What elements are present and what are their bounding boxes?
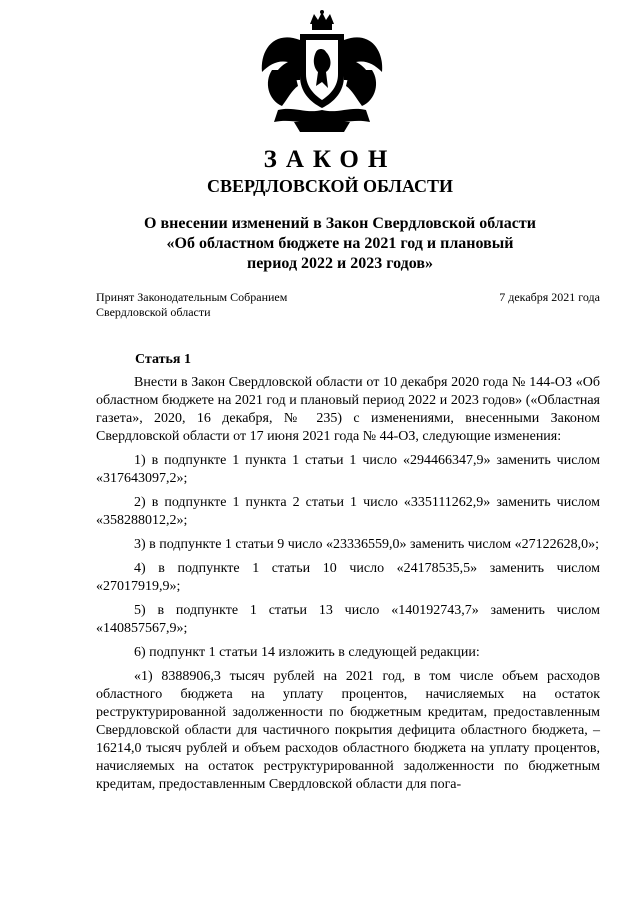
- law-heading-line: «Об областном бюджете на 2021 год и плановый: [166, 235, 514, 252]
- law-heading-line: период 2022 и 2023 годов»: [246, 255, 434, 272]
- law-heading-line: О внесении изменений в Закон Свердловской области: [144, 215, 536, 232]
- article-paragraph: «1) 8388906,3 тысяч рублей на 2021 год, в том числе объем расходов областного бюджета на уплату процентов, начисляемых на остаток реструктурированной задолженности по бюджетным кредитам, предоставленным Свердловской области для частичного покрытия дефицита областного бюджета, – 16214,0 тысяч рублей и объем расходов областного бюджета на уплату процентов, начисляемых на остаток реструктурированной задолженности по бюджетным кредитам, предоставленным Свердловской области для пога-: [96, 669, 600, 792]
- adoption-body: [96, 290, 287, 320]
- article-paragraph: 2) в подпункте 1 пункта 2 статьи 1 число «335111262,9» заменить числом «358288012,2»;: [96, 495, 600, 528]
- article-paragraph: 3) в подпункте 1 статьи 9 число «23336559,0» заменить числом «27122628,0»;: [134, 537, 600, 552]
- coat-of-arms-icon: [254, 10, 390, 136]
- article-paragraph: 6) подпункт 1 статьи 14 изложить в следующей редакции:: [134, 645, 480, 660]
- adoption-body-line: Принят Законодательным Собранием: [96, 290, 288, 304]
- article-paragraph: 4) в подпункте 1 статьи 10 число «24178535,5» заменить числом «27017919,9»;: [96, 561, 600, 594]
- adoption-body-line: Свердловской области: [96, 305, 211, 319]
- document-title: ЗАКОН: [263, 146, 397, 173]
- article-title: Статья 1: [135, 352, 191, 367]
- article-body: [96, 374, 600, 800]
- adoption-date: 7 декабря 2021 года: [499, 290, 600, 304]
- document-subtitle: СВЕРДЛОВСКОЙ ОБЛАСТИ: [207, 176, 453, 196]
- article-paragraph: Внести в Закон Свердловской области от 10 декабря 2020 года № 144-ОЗ «Об областном бюджете на 2021 год и плановый период 2022 и 2023 годов» («Областная газета», 2020, 16 декабря, № 235) с изменениями, внесенными Законом Свердловской области от 17 июня 2021 года № 44-ОЗ, следующие изменения:: [96, 375, 600, 444]
- article-paragraph: 5) в подпункте 1 статьи 13 число «140192743,7» заменить числом «140857567,9»;: [96, 603, 600, 636]
- law-heading: [128, 214, 552, 274]
- article-paragraph: 1) в подпункте 1 пункта 1 статьи 1 число «294466347,9» заменить числом «317643097,2»;: [96, 453, 600, 486]
